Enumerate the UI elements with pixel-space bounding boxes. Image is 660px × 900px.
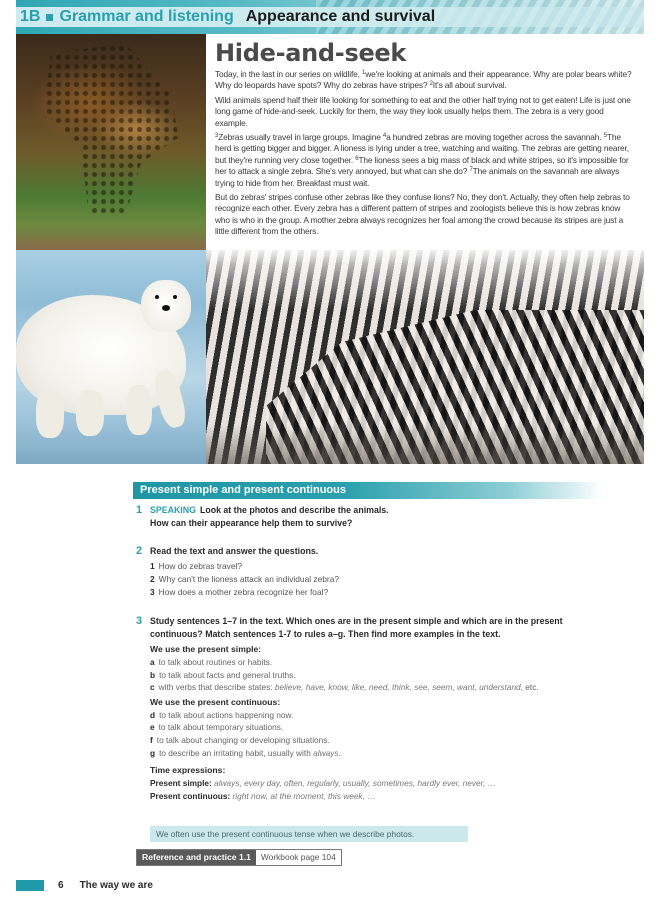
section-type: Grammar and listening <box>59 8 234 25</box>
unit-title: The way we are <box>79 880 153 891</box>
leopard-spots <box>36 44 186 214</box>
article-paragraph: Wild animals spend half their life looking for something to eat and the other half trying not to get eaten! Life is just one long game of hide-and-seek. Luckily for them, the way they look usually helps them. The zebra is a very good example. <box>215 94 631 128</box>
bear-nose <box>162 305 170 311</box>
exercise-number: 2 <box>136 545 143 557</box>
exercise-number: 1 <box>136 504 143 516</box>
square-bullet-icon <box>46 14 53 21</box>
leopard-photo <box>16 34 206 250</box>
rule-item: e to talk about temporary situations. <box>150 722 284 733</box>
time-expressions-simple: Present simple: always, every day, often, regularly, usually, sometimes, hardly ever, never, … <box>150 778 496 789</box>
unit-code: 1B <box>20 8 41 25</box>
bear-leg <box>36 390 64 438</box>
sentence-number: 6 <box>355 155 359 162</box>
tip-box: We often use the present continuous tense when we describe photos. <box>150 826 468 842</box>
reference-box <box>136 849 342 866</box>
waterhole <box>206 424 644 464</box>
time-expressions-heading: Time expressions: <box>150 765 226 776</box>
exercise-instruction: Study sentences 1–7 in the text. Which ones are in the present simple and which are in the present continuous? Match sentences 1-7 to rules a–g. Then find more examples in the text. <box>150 616 563 639</box>
article-paragraph: Today, in the last in our series on wildlife, $^1$we're looking at animals and their appearance. Why are polar bears white? Why do leopards have spots? Why do zebras have stripes? $^2$It's all about survival. <box>215 69 632 91</box>
sentence-number: 5 <box>603 133 607 140</box>
speaking-tag: SPEAKING <box>150 505 196 515</box>
sentence-number: 1 <box>362 70 366 76</box>
question-item: 2 Why can't the lioness attack an individual zebra? <box>150 574 340 584</box>
zebra-herd-photo <box>206 250 644 464</box>
rule-item: a to talk about routines or habits. <box>150 657 273 667</box>
exercise-number: 3 <box>136 615 143 627</box>
exercise-instruction-line2: How can their appearance help them to survive? <box>150 518 353 528</box>
reading-text <box>206 34 644 264</box>
rule-item: f to talk about changing or developing situations. <box>150 734 330 745</box>
polar-bear-photo <box>16 250 206 464</box>
page-footer <box>16 880 153 891</box>
bear-eye <box>155 295 159 299</box>
sentence-number: 7 <box>469 167 473 174</box>
present-simple-heading: We use the present simple: <box>150 644 262 654</box>
question-item: 1 How do zebras travel? <box>150 561 242 571</box>
lesson-title: Appearance and survival <box>245 8 436 25</box>
footer-color-bar <box>16 880 44 891</box>
rule-item: c with verbs that describe states: believe, have, know, like, need, think, see, seem, want, understand, etc. <box>150 682 539 693</box>
rule-item: g to describe an irritating habit, usually with always. <box>150 747 341 758</box>
exercise-1 <box>136 504 616 530</box>
exercise-2 <box>136 545 616 599</box>
exercise-instruction <box>150 504 616 517</box>
sentence-number: 4 <box>382 133 387 140</box>
article-paragraph: $^3$Zebras usually travel in large groups. Imagine $^4$a hundred zebras are moving together across the savannah. $^5$The herd is getting bigger and bigger. A lioness is lying under a tree, watching and waiting. The zebras are getting nearer, but they're running very close together. $^6$The lioness sees a big mass of black and white stripes, so it's impossible for her to attack a single zebra. She's very annoyed, but what can she do? $^7$The animals on the savannah are always trying to hide from her. Breakfast must wait. <box>215 132 629 188</box>
sentence-number: 3 <box>215 133 219 140</box>
bear-eye <box>173 295 177 299</box>
rule-item: b to talk about facts and general truths. <box>150 669 296 680</box>
article-paragraph: But do zebras' stripes confuse other zebras like they confuse lions? No, they don't. Actually, they often help zebras to recognize each other. Every zebra has a different pattern of stripes and zoologists believe this is how zebras know who is who in the group. A mother zebra always recognizes her foal among the crowd because its stripes are just a little different from the others. <box>215 192 630 237</box>
workbook-page-link[interactable]: Workbook page 104 <box>256 850 341 865</box>
question-item: 3 How does a mother zebra recognize her foal? <box>150 587 329 597</box>
exercise-3 <box>136 615 616 802</box>
page-number: 6 <box>58 880 64 891</box>
article-title: Hide-and-seek <box>215 39 407 67</box>
exercise-instruction: Read the text and answer the questions. <box>150 546 319 556</box>
grammar-section-heading: Present simple and present continuous <box>133 482 603 499</box>
bear-leg <box>126 385 152 435</box>
present-continuous-heading: We use the present continuous: <box>150 696 281 707</box>
unit-header-banner <box>16 0 644 34</box>
time-expressions-continuous: Present continuous: right now, at the moment, this week, … <box>150 790 376 801</box>
sentence-number: 2 <box>429 81 433 88</box>
instruction-text: Look at the photos and describe the animals. <box>199 505 389 515</box>
bear-leg <box>76 390 104 436</box>
rule-item: d to talk about actions happening now. <box>150 709 294 720</box>
header-title <box>20 8 435 26</box>
reference-label[interactable]: Reference and practice 1.1 <box>137 850 256 865</box>
